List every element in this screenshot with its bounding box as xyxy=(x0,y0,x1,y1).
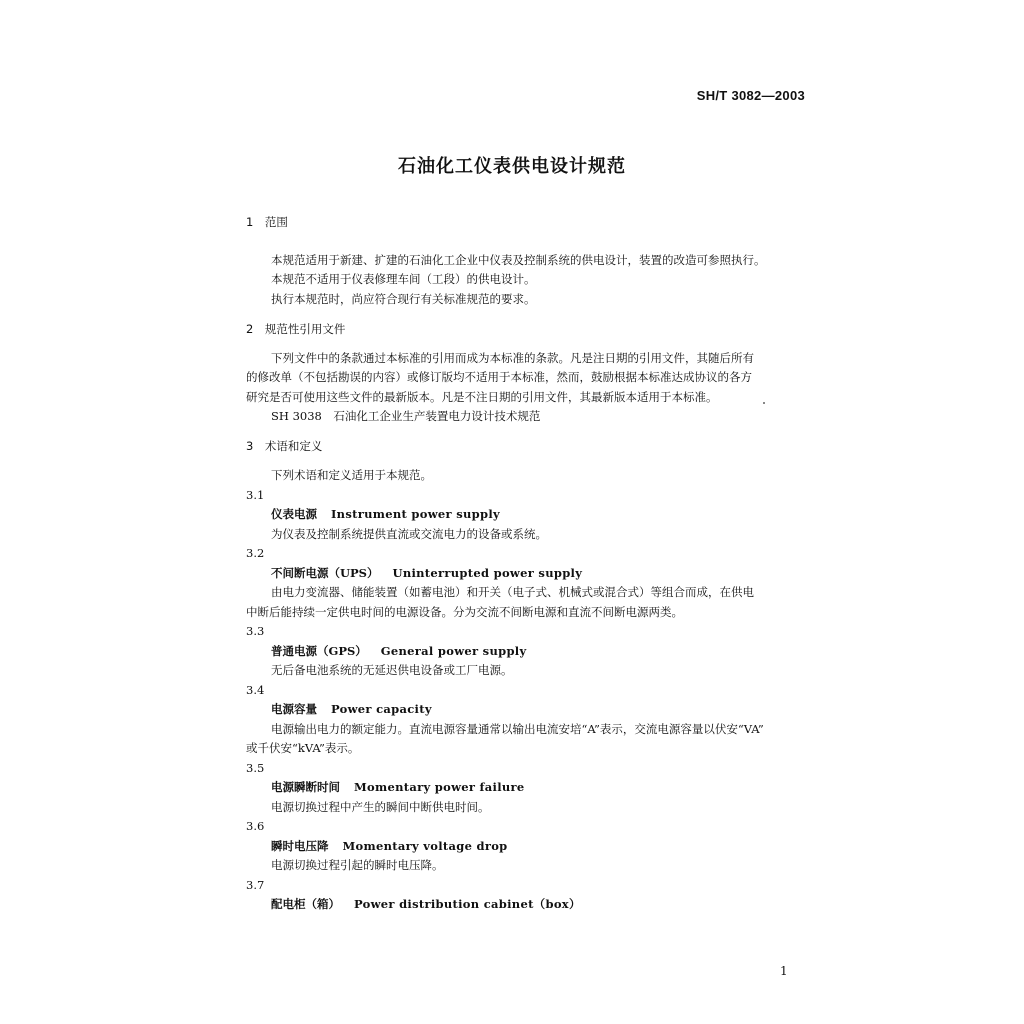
term-3-4-title xyxy=(271,702,432,716)
term-3-4-definition-line-2: 或千伏安“kVA”表示。 xyxy=(246,741,360,755)
term-3-1-english: Instrument power supply xyxy=(331,507,500,521)
term-3-1-definition: 为仪表及控制系统提供直流或交流电力的设备或系统。 xyxy=(271,527,547,541)
section-3-heading: 3 术语和定义 xyxy=(246,439,323,453)
section-1-paragraph-3: 执行本规范时，尚应符合现行有关标准规范的要求。 xyxy=(271,292,536,306)
scan-speck xyxy=(763,402,765,404)
term-3-2-number: 3.2 xyxy=(246,546,265,560)
term-3-2-definition-line-2: 中断后能持续一定供电时间的电源设备。分为交流不间断电源和直流不间断电源两类。 xyxy=(246,605,683,619)
term-3-3-title xyxy=(271,644,526,658)
term-3-1-title xyxy=(271,507,500,521)
section-2-paragraph-line-1: 下列文件中的条款通过本标准的引用而成为本标准的条款。凡是注日期的引用文件，其随后所有 xyxy=(271,351,754,365)
term-3-7-chinese: 配电柜（箱） xyxy=(271,897,340,911)
term-3-6-chinese: 瞬时电压降 xyxy=(271,839,329,853)
section-2-paragraph-line-2: 的修改单（不包括勘误的内容）或修订版均不适用于本标准，然而，鼓励根据本标准达成协议的各方 xyxy=(246,370,752,384)
term-3-6-definition: 电源切换过程引起的瞬时电压降。 xyxy=(271,858,444,872)
term-3-5-number: 3.5 xyxy=(246,761,265,775)
term-3-4-number: 3.4 xyxy=(246,683,265,697)
term-3-7-title xyxy=(271,897,581,911)
term-3-5-english: Momentary power failure xyxy=(354,780,525,794)
term-3-6-title xyxy=(271,839,508,853)
section-1-paragraph-2: 本规范不适用于仪表修理车间（工段）的供电设计。 xyxy=(271,272,536,286)
section-2-paragraph-line-3: 研究是否可使用这些文件的最新版本。凡是不注日期的引用文件，其最新版本适用于本标准。 xyxy=(246,390,718,404)
term-3-5-title xyxy=(271,780,525,794)
term-3-1-number: 3.1 xyxy=(246,488,265,502)
term-3-2-title xyxy=(271,566,582,580)
term-3-6-number: 3.6 xyxy=(246,819,265,833)
term-3-3-definition: 无后备电池系统的无延迟供电设备或工厂电源。 xyxy=(271,663,513,677)
term-3-3-english: General power supply xyxy=(380,644,527,658)
term-3-3-chinese: 普通电源（GPS） xyxy=(271,644,367,658)
term-3-4-english: Power capacity xyxy=(331,702,432,716)
page-number: 1 xyxy=(780,964,788,978)
term-3-2-english: Uninterrupted power supply xyxy=(392,566,583,580)
section-3-intro: 下列术语和定义适用于本规范。 xyxy=(271,468,432,482)
term-3-6-english: Momentary voltage drop xyxy=(342,839,508,853)
section-1-heading: 1 范围 xyxy=(246,215,288,229)
section-1-paragraph-1: 本规范适用于新建、扩建的石油化工企业中仪表及控制系统的供电设计，装置的改造可参照执行。 xyxy=(271,253,766,267)
term-3-3-number: 3.3 xyxy=(246,624,265,638)
section-2-heading: 2 规范性引用文件 xyxy=(246,322,346,336)
term-3-2-definition-line-1: 由电力变流器、储能装置（如蓄电池）和开关（电子式、机械式或混合式）等组合而成，在供电 xyxy=(271,585,754,599)
term-3-4-chinese: 电源容量 xyxy=(271,702,317,716)
document-title: 石油化工仪表供电设计规范 xyxy=(398,156,626,177)
standard-code: SH/T 3082—2003 xyxy=(696,88,805,103)
term-3-2-chinese: 不间断电源（UPS） xyxy=(271,566,379,580)
term-3-5-definition: 电源切换过程中产生的瞬间中断供电时间。 xyxy=(271,800,490,814)
term-3-7-english: Power distribution cabinet（box） xyxy=(354,897,581,911)
term-3-4-definition-line-1: 电源输出电力的额定能力。直流电源容量通常以输出电流安培“A”表示，交流电源容量以伏安“VA” xyxy=(271,722,764,736)
term-3-5-chinese: 电源瞬断时间 xyxy=(271,780,340,794)
term-3-1-chinese: 仪表电源 xyxy=(271,507,317,521)
section-2-reference: SH 3038 石油化工企业生产装置电力设计技术规范 xyxy=(271,409,541,423)
term-3-7-number: 3.7 xyxy=(246,878,265,892)
